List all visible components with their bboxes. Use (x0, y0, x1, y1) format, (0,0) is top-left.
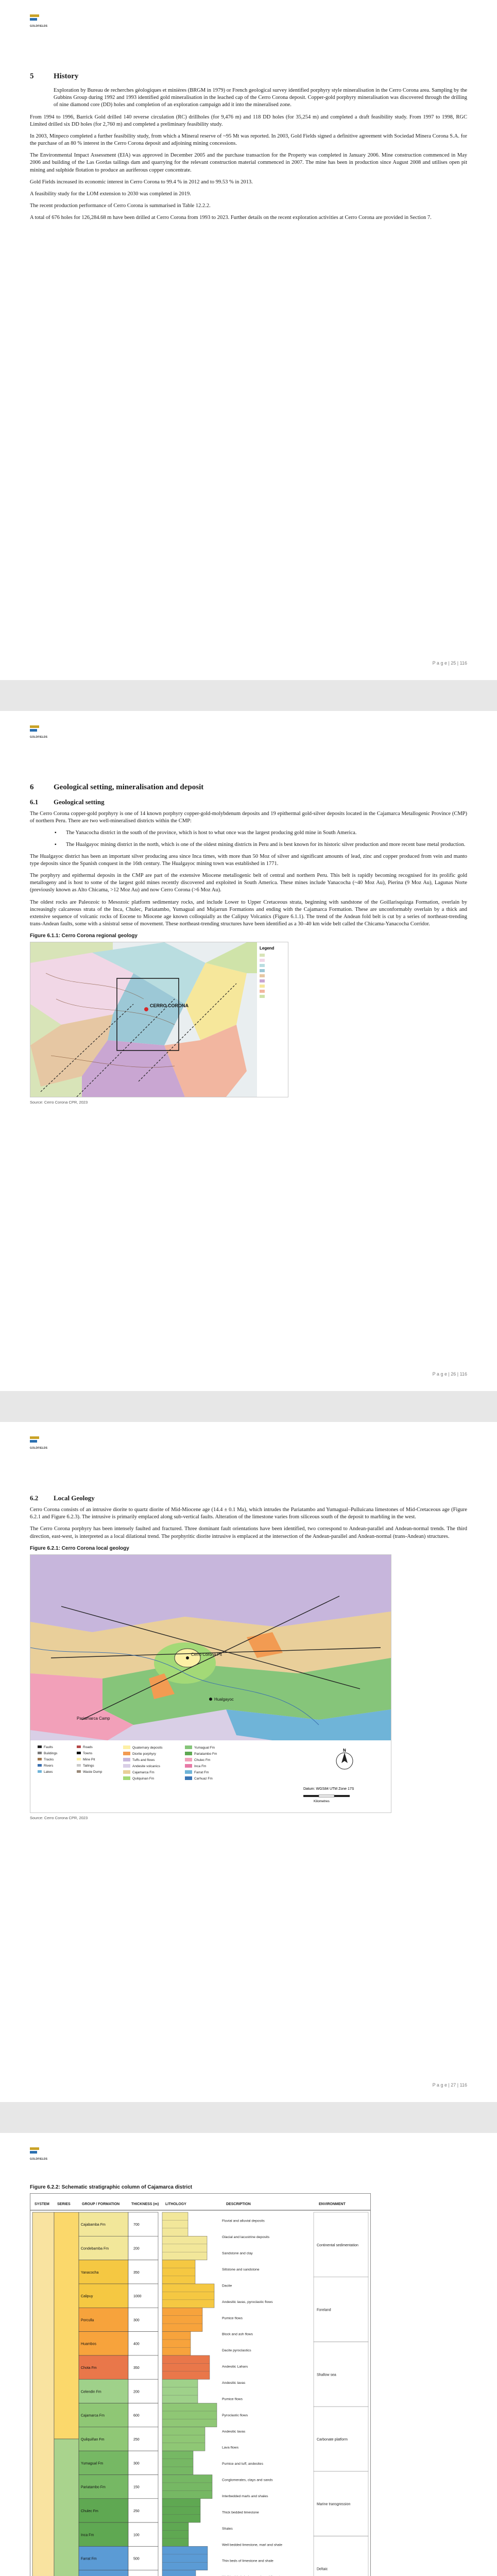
svg-text:Yumagual Fm: Yumagual Fm (194, 1745, 215, 1750)
strat-description: Thin beds of limestone and shale (222, 2559, 273, 2563)
svg-text:Farrat Fm: Farrat Fm (194, 1770, 209, 1774)
strat-description: Block and ash flows (222, 2332, 253, 2336)
svg-text:Waste Dump: Waste Dump (83, 1770, 102, 1774)
page-28 (0, 2133, 497, 2576)
figure-title: Figure 6.1.1: Cerro Corona regional geology (30, 933, 138, 939)
list-item: ▪ The Hualgayoc mining district in the north, which is one of the oldest mining districts in Peru and is best known for its historic silver production and more recent base metal production. (66, 841, 467, 849)
svg-text:Celendin Fm: Celendin Fm (81, 2390, 101, 2394)
gold-fields-logo: GOLDFIELDS (30, 725, 47, 739)
svg-text:300: 300 (133, 2462, 140, 2466)
col-header-lithology: LITHOLOGY (165, 2202, 186, 2206)
strat-description: Pumice flows (222, 2316, 243, 2320)
figure-source: Source: Cerro Corona CPR, 2023 (30, 1815, 88, 1820)
subsection-heading: 6.1 Geological setting (30, 798, 105, 806)
paragraph: The oldest rocks are Paleozoic to Mesozoic platform sedimentary rocks, and include Lower to Upper Cretaceous strata, beginning with sandstone of the Goillarisquizga Formation, overlain by increasingly calcareous strata of the Inca, Chulec, Pariatambo, Yumagual and Mujarrun Formations and ending with the Cajamarca Formation. These are unconformably overlain by a thick and extensive sequence of volcanic rocks of Eocene to Miocene age known colloquially as the Calipuy Volcanics (Figure 6.1.1). The trend of the Andean fold belt is cut by a series of northeast-trending trans-Andean faults, some with a sinistral sense of movement. These northeast-trending structures have been identified as a 30–40 km wide belt called the Chicama-Yanacocha Corridor. (30, 899, 467, 927)
bullet-list (30, 829, 467, 848)
strat-unit (79, 2451, 193, 2475)
col-header-thickness: THICKNESS (m) (131, 2202, 159, 2206)
strat-unit (79, 2499, 200, 2522)
svg-text:Huambos: Huambos (81, 2342, 96, 2346)
strat-unit (79, 2212, 188, 2236)
svg-text:600: 600 (133, 2414, 140, 2418)
svg-text:Chota Fm: Chota Fm (81, 2366, 97, 2370)
strat-description: Andesitic lavas (222, 2430, 246, 2434)
svg-text:Buildings: Buildings (44, 1751, 58, 1755)
camp-label: Pariamarca Camp (77, 1716, 110, 1721)
svg-text:Quilquiñan Fm: Quilquiñan Fm (81, 2438, 105, 2442)
svg-text:Chulec Fm: Chulec Fm (81, 2509, 98, 2513)
figure-source: Source: Cerro Corona CPR, 2023 (30, 1100, 88, 1105)
svg-text:Towns: Towns (83, 1751, 93, 1755)
svg-text:200: 200 (133, 2390, 140, 2394)
paragraph: From 1994 to 1996, Barrick Gold drilled 140 reverse circulation (RC) drillholes (for 9,476 m) and 118 DD holes (for 35,254 m) and completed a draft feasibility study. From 1997 to 1998, RGC Limited drilled six DD holes (for 2,760 m) and completed a preliminary feasibility study. (30, 114, 467, 127)
strat-description: Fluvial and alluvial deposits (222, 2219, 265, 2223)
strat-description: Lava flows (222, 2446, 239, 2450)
svg-text:Continental sedimentation: Continental sedimentation (317, 2243, 358, 2247)
svg-text:N: N (343, 1748, 346, 1753)
strat-unit (79, 2403, 217, 2427)
svg-text:200: 200 (133, 2247, 140, 2251)
village-label: Hualgayoc (214, 1697, 234, 1702)
figure-title: Figure 6.2.1: Cerro Corona local geology (30, 1545, 129, 1551)
svg-text:Tracks: Tracks (44, 1757, 54, 1761)
page-footer: P a g e | 25 | 116 (432, 660, 467, 666)
strat-description: Andesitic Lahars (222, 2365, 248, 2369)
strat-description: Well bedded limestone, marl and shale (222, 2543, 282, 2547)
svg-text:700: 700 (133, 2223, 140, 2227)
svg-text:Pariatambo Fm: Pariatambo Fm (81, 2485, 106, 2489)
svg-text:Porculla: Porculla (81, 2318, 94, 2323)
svg-text:Rivers: Rivers (44, 1764, 54, 1768)
svg-text:250: 250 (133, 2509, 140, 2513)
svg-text:Yanacocha: Yanacocha (81, 2270, 99, 2275)
paragraph: The Hualgayoc district has been an important silver producing area since Inca times, with more than 50 Moz of silver and significant amounts of lead, zinc and copper produced from vein and manto type deposits since the Spanish conquest in the 16th century. The Hualgayoc mining town was established in 1771. (30, 853, 467, 867)
col-header-environment: ENVIRONMENT (319, 2202, 346, 2206)
col-header-series: SERIES (57, 2202, 71, 2206)
svg-text:350: 350 (133, 2270, 140, 2275)
svg-text:Inca Fm: Inca Fm (194, 1764, 207, 1768)
svg-text:350: 350 (133, 2366, 140, 2370)
svg-text:Diorite porphyry: Diorite porphyry (132, 1752, 156, 1756)
strat-description: Andesitic lavas, pyroclastic flows (222, 2300, 273, 2304)
svg-text:Yumagual Fm: Yumagual Fm (81, 2462, 104, 2466)
svg-text:Inca Fm: Inca Fm (81, 2533, 94, 2537)
svg-text:Lakes: Lakes (44, 1770, 53, 1774)
svg-text:Carhuaz Fm: Carhuaz Fm (194, 1776, 213, 1781)
datum-label: Datum: WGS84 UTM Zone 17S (303, 1787, 354, 1791)
svg-text:1000: 1000 (133, 2295, 142, 2299)
gold-fields-logo: GOLDFIELDS (30, 1436, 47, 1450)
svg-text:Condebamba Fm: Condebamba Fm (81, 2247, 109, 2251)
strat-description: Andesitic lavas (222, 2381, 246, 2385)
svg-text:150: 150 (133, 2485, 140, 2489)
strat-description: Sandstone and clay (222, 2251, 253, 2256)
page-footer: P a g e | 26 | 116 (432, 1371, 467, 1377)
paragraph: The porphyry and epithermal deposits in the CMP are part of the extensive Miocene metallogenic belt of central and northern Peru. This belt is rapidly becoming recognised for its prolific gold metallogeny and is host to some of the largest gold mines recently discovered and exploited in South America. These mines include Yanacocha (~40 Moz Au), Pierina (9 Moz Au), Lagunas Norte (previously known as Alto Chicama, >12 Moz Au) and now Cerro Corona (>6 Moz Au). (30, 873, 467, 893)
regional-geology-map (30, 942, 288, 1097)
strat-unit (79, 2355, 210, 2379)
paragraph: The Cerro Corona porphyry has been intensely faulted and fractured. Three dominant fault orientations have been identified, two correspond to Andean-parallel and Andean-normal trends. The third direction, east-west, is interpreted as a local dilational trend. The porphyritic diorite intrusive is emplaced at the intersection of the Andean-parallel and Andean-normal (trans-Andean) structures. (30, 1526, 467, 1539)
svg-text:500: 500 (133, 2557, 140, 2561)
strat-unit (79, 2522, 188, 2546)
paragraph: In 2003, Minpeco completed a further feasibility study, from which a Mineral reserve of ~95 Mt was reported. In 2003, Gold Fields signed a definitive agreement with Sociedad Minera Corona S.A. for the purchase of an 80 % interest in the Cerro Corona deposit and adjoining mining concessions. (30, 133, 467, 147)
strat-unit (79, 2570, 196, 2576)
strat-description: Dacite (222, 2284, 232, 2288)
svg-text:250: 250 (133, 2438, 140, 2442)
gold-fields-logo: GOLDFIELDS (30, 14, 47, 28)
strat-unit (79, 2236, 207, 2260)
paragraph: The recent production performance of Cerro Corona is summarised in Table 12.2.2. (30, 203, 211, 209)
map-title: CERRO CORONA (150, 1003, 189, 1009)
col-header-system: SYSTEM (35, 2202, 49, 2206)
strat-description: Pyroclastic flows (222, 2413, 248, 2417)
svg-text:Shallow sea: Shallow sea (317, 2373, 336, 2377)
page-footer: P a g e | 27 | 116 (432, 2082, 467, 2088)
page-26 (0, 711, 497, 1391)
section-heading: 5 History (30, 72, 79, 80)
strat-description: Pumice and tuff, andesites (222, 2462, 263, 2466)
strat-unit (79, 2427, 205, 2451)
pit-label: Cerro Corona Pit (191, 1652, 222, 1657)
strat-description: Interbedded marls and shales (222, 2495, 268, 2498)
list-item: ▪ The Yanacocha district in the south of the province, which is host to what once was the largest producing gold mine in South America. (66, 829, 467, 837)
svg-text:Cajabamba Fm: Cajabamba Fm (81, 2223, 106, 2227)
svg-text:Andesite volcanics: Andesite volcanics (132, 1764, 160, 1768)
svg-text:100: 100 (133, 2533, 140, 2537)
svg-text:300: 300 (133, 2318, 140, 2323)
svg-text:Quilquinan Fm: Quilquinan Fm (132, 1776, 155, 1781)
svg-text:Carbonate platform: Carbonate platform (317, 2438, 348, 2442)
strat-unit (79, 2546, 208, 2570)
paragraph: Gold Fields increased its economic interest in Cerro Corona to 99.4 % in 2012 and to 99.53 % in 2013. (30, 179, 253, 185)
svg-text:400: 400 (133, 2342, 140, 2346)
strat-unit (79, 2260, 195, 2284)
paragraph: A total of 676 holes for 126,284.68 m have been drilled at Cerro Corona from 1993 to 2023. Further details on the recent exploration activities at Cerro Corona are provided in Section 7. (30, 215, 432, 221)
strat-unit (79, 2379, 198, 2403)
col-header-group: GROUP / FORMATION (82, 2202, 120, 2206)
strat-unit (79, 2332, 191, 2355)
svg-text:Cajamarca Fm: Cajamarca Fm (81, 2414, 105, 2418)
figure-title: Figure 6.2.2: Schematic stratigraphic column of Cajamarca district (30, 2184, 193, 2190)
svg-text:Quaternary deposits: Quaternary deposits (132, 1745, 163, 1750)
svg-text:Marine transgression: Marine transgression (317, 2502, 351, 2506)
svg-text:Foreland: Foreland (317, 2308, 331, 2312)
strat-unit (79, 2284, 214, 2308)
svg-text:Cajamarca Fm: Cajamarca Fm (132, 1770, 155, 1774)
col-header-description: DESCRIPTION (226, 2202, 251, 2206)
paragraph: Cerro Corona consists of an intrusive diorite to quartz diorite of Mid-Miocene age (14.4 ± 0.1 Ma), which intrudes the Pariatambo and Yumagual–Pulluicana limestones of Mid-Cretaceous age (Figure 6.2.1 and Figure 6.2.3). The intrusive is primarily emplaced along sub-vertical faults. Alteration of the limestone varies from siliceous south of the deposit to marbling in the west. (30, 1507, 467, 1520)
svg-text:Deltaic: Deltaic (317, 2567, 328, 2571)
svg-text:Farrat Fm: Farrat Fm (81, 2557, 97, 2561)
paragraph: The Environmental Impact Assessment (EIA) was approved in December 2005 and the purchase transaction for the Property was completed in January 2006. Mine construction commenced in May 2006 and building of the Las Gordas tailings dam and quarrying for the relevant construction material commenced in 2007. The mine has been in production since August 2008 and utilises open pit mining and sulphide flotation to produce an auriferous copper concentrate. (30, 152, 467, 173)
page-25 (0, 0, 497, 680)
legend-title: Legend (260, 946, 275, 951)
strat-description: Conglomerates, clays and sands (222, 2478, 273, 2482)
local-geology-map (30, 1554, 391, 1813)
svg-text:Tuffs and flows: Tuffs and flows (132, 1758, 155, 1762)
svg-text:Calipuy: Calipuy (81, 2295, 93, 2299)
svg-text:Tailings: Tailings (83, 1764, 94, 1768)
strat-description: Shales (222, 2527, 233, 2531)
gold-fields-logo: GOLDFIELDS (30, 2147, 47, 2161)
strat-description: Thick bedded limestone (222, 2511, 259, 2515)
strat-description: Siltstone and sandstone (222, 2268, 260, 2272)
strat-description: Dacite pyroclastics (222, 2349, 251, 2353)
svg-text:Faults: Faults (44, 1745, 53, 1749)
strat-description: Pumice flows (222, 2397, 243, 2401)
subsection-heading: 6.2 Local Geology (30, 1494, 95, 1502)
svg-text:Chulec Fm: Chulec Fm (194, 1758, 211, 1762)
svg-text:Kilometres: Kilometres (314, 1799, 330, 1803)
stratigraphic-column (30, 2193, 371, 2576)
paragraph: The Cerro Corona copper-gold porphyry is one of 14 known porphyry copper-gold-molybdenum deposits and 19 epithermal gold-silver deposits located in the Cajamarca Metallogenic Province (CMP) of northern Peru. There are two well-mineralised districts within the CMP: (30, 811, 467, 824)
svg-text:Mine Pit: Mine Pit (83, 1757, 95, 1761)
strat-unit (79, 2475, 212, 2498)
paragraph: Exploration by Bureau de recherches géologiques et minières (BRGM in 1979) or French geological survey identified porphyry style mineralisation in the Cerro Corona area. Sampling by the Gubbins Group during 1992 and 1993 identified gold mineralisation in the leached cap of the Cerro Corona deposit. Copper-gold porphyry mineralisation was discovered through the drilling of nine diamond core (DD) holes and completion of an exploration campaign add it into the mineralised zone. (54, 88, 467, 108)
strat-description: Glacial and lacustrine deposits (222, 2235, 270, 2240)
section-heading: 6 Geological setting, mineralisation and deposit (30, 783, 204, 791)
paragraph: A feasibility study for the LOM extension to 2030 was completed in 2019. (30, 191, 191, 197)
svg-text:Pariatambo Fm: Pariatambo Fm (194, 1752, 217, 1756)
page-27 (0, 1422, 497, 2102)
svg-text:Roads: Roads (83, 1745, 93, 1749)
strat-unit (79, 2308, 202, 2331)
